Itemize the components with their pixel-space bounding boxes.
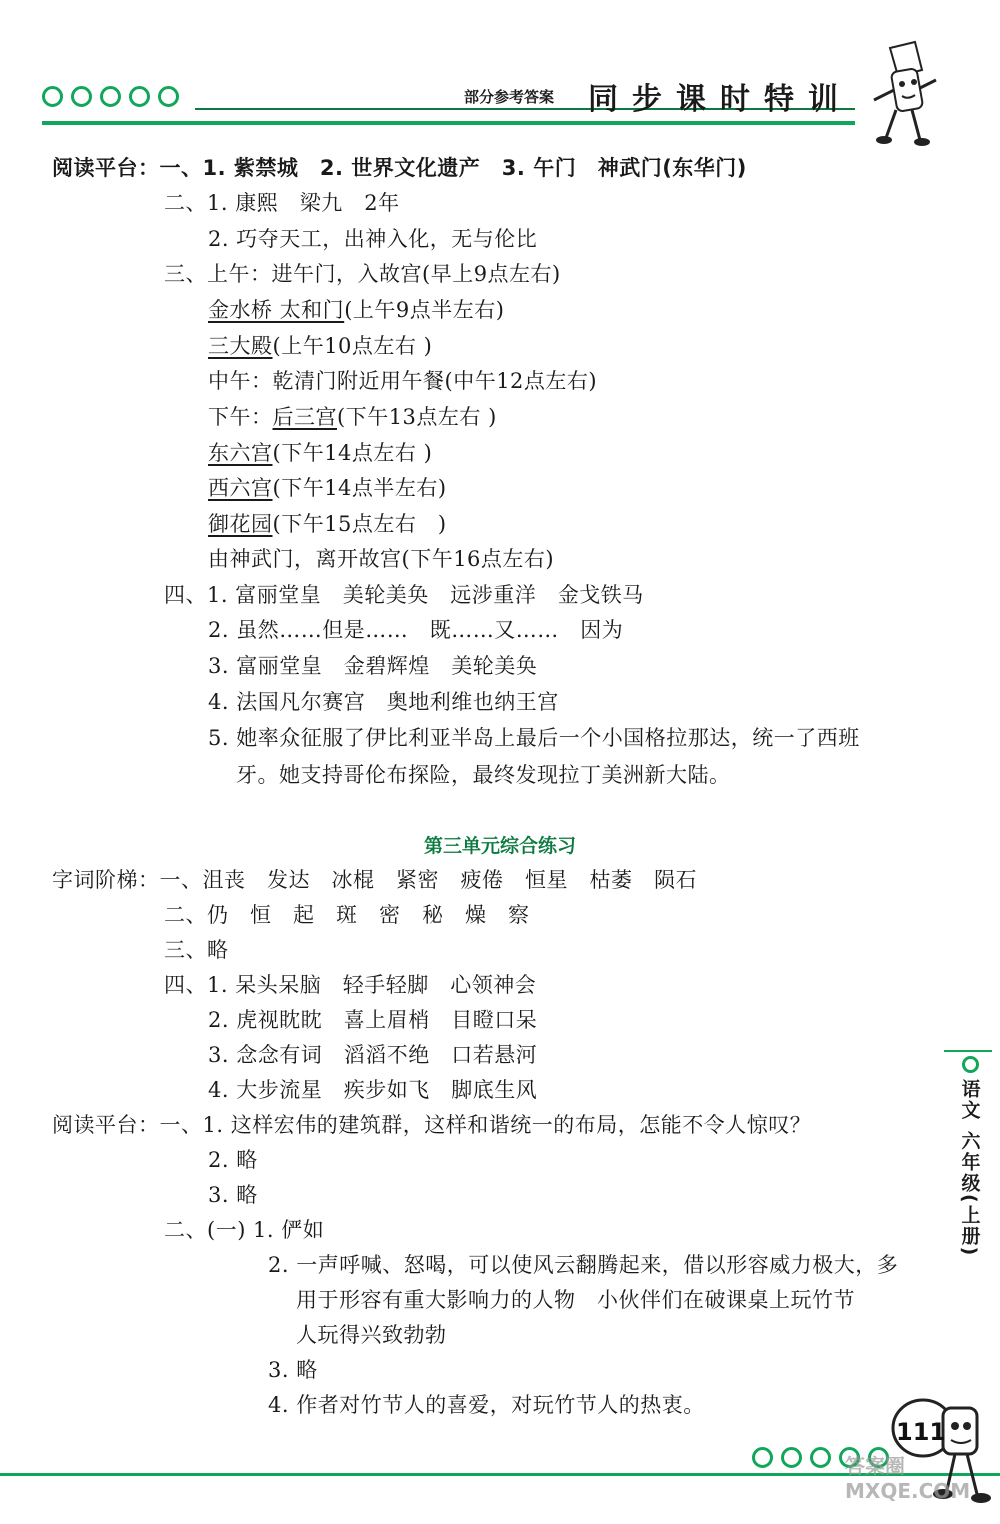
circle-decoration-icon [158,86,179,107]
word-ladder-line: 字词阶梯：一、沮丧 发达 冰棍 紧密 疲倦 恒星 枯萎 陨石 [52,868,697,892]
answer-line: 3. 富丽堂皇 金碧辉煌 美轮美奂 [208,654,538,678]
answer-line: 用于形容有重大影响力的人物 小伙伴们在破课桌上玩竹节 [296,1288,855,1312]
answer-line: 4. 法国凡尔赛宫 奥地利维也纳王宫 [208,690,559,714]
header-title: 同步课时特训 [588,82,852,117]
answer-line: 2. 虎视眈眈 喜上眉梢 目瞪口呆 [208,1008,538,1032]
answer-line [208,509,447,539]
side-tab [950,1040,990,1270]
section-title: 第三单元综合练习 [423,835,576,857]
answer-line: 5. 她率众征服了伊比利亚半岛上最后一个小国格拉那达，统一了西班 [208,726,860,750]
answer-line: 3. 略 [208,1183,258,1207]
place-name: 后三宫 [272,405,337,429]
circle-decoration-icon [781,1447,802,1468]
page-number: 111 [896,1418,947,1446]
pencil-mascot-icon [860,40,940,150]
time-note: (下午13点左右 ) [337,405,497,429]
answer-line [208,438,432,468]
answer-line [208,473,447,503]
place-name: 三大殿 [208,334,273,358]
answer-line: 牙。她支持哥伦布探险，最终发现拉丁美洲新大陆。 [236,763,731,787]
place-name: 西六宫 [208,476,273,500]
answer-line: 2. 巧夺天工，出神入化，无与伦比 [208,227,538,251]
circle-decoration-icon [71,86,92,107]
answer-line: 四、1. 富丽堂皇 美轮美奂 远涉重洋 金戈铁马 [164,583,644,607]
circle-decoration-icon [810,1447,831,1468]
answer-line: 2. 虽然……但是…… 既……又…… 因为 [208,618,624,642]
place-name: 御花园 [208,512,273,536]
answer-line [208,295,504,325]
time-note: (下午14点左右 ) [272,441,433,465]
answer-line: 4. 大步流星 疾步如飞 脚底生风 [208,1078,538,1102]
answer-line: 3. 略 [268,1358,318,1382]
header-divider-bottom [42,121,855,125]
circle-decoration-icon [100,86,121,107]
answer-line: 2. 略 [208,1148,258,1172]
circle-decoration-icon [129,86,150,107]
time-note: (上午9点半左右) [344,298,505,322]
answer-line: 二、仍 恒 起 斑 密 秘 燥 察 [164,903,530,927]
answer-line: 三、上午：进午门，入故宫(早上9点左右) [164,262,561,286]
answer-line: 二、1. 康熙 梁九 2年 [164,191,400,215]
time-note: (下午15点左右 ) [272,512,447,536]
place-name: 金水桥 太和门 [208,298,345,322]
answer-line [208,402,497,432]
place-name: 东六宫 [208,441,273,465]
answer-line: 二、(一) 1. 俨如 [164,1218,325,1242]
header-small-label: 部分参考答案 [464,88,555,106]
reading-answer-line: 阅读平台：一、1. 这样宏伟的建筑群，这样和谐统一的布局，怎能不令人惊叹？ [52,1113,812,1137]
answer-line [208,331,432,361]
answer-line: 人玩得兴致勃勃 [296,1323,447,1347]
circle-decoration-icon [42,86,63,107]
answer-line: 2. 一声呼喊、怒喝，可以使风云翻腾起来，借以形容威力极大，多 [268,1253,899,1277]
answer-line: 中午：乾清门附近用午餐(中午12点左右) [208,369,598,393]
answer-line: 3. 念念有词 滔滔不绝 口若悬河 [208,1043,538,1067]
grade-label: 六年级(上册) [958,1131,981,1258]
header-circles [42,86,187,114]
answer-line: 4. 作者对竹节人的喜爱，对玩竹节人的热衷。 [268,1393,705,1417]
answer-line: 三、略 [164,938,229,962]
watermark: 答案圈 MXQE.COM [845,1454,971,1503]
time-note: (上午10点左右 ) [272,334,433,358]
answer-line: 由神武门，离开故宫(下午16点左右) [208,547,555,571]
circle-decoration-icon [962,1056,979,1073]
answer-line: 四、1. 呆头呆脑 轻手轻脚 心领神会 [164,973,537,997]
reading-answer-line [52,153,747,183]
time-label: 下午： [208,405,273,429]
section-label: 阅读平台：一、1. 紫禁城 2. 世界文化遗产 3. 午门 神武门(东华门) [52,156,747,180]
time-note: (下午14点半左右) [272,476,447,500]
subject-label: 语文 [958,1079,981,1121]
circle-decoration-icon [752,1447,773,1468]
